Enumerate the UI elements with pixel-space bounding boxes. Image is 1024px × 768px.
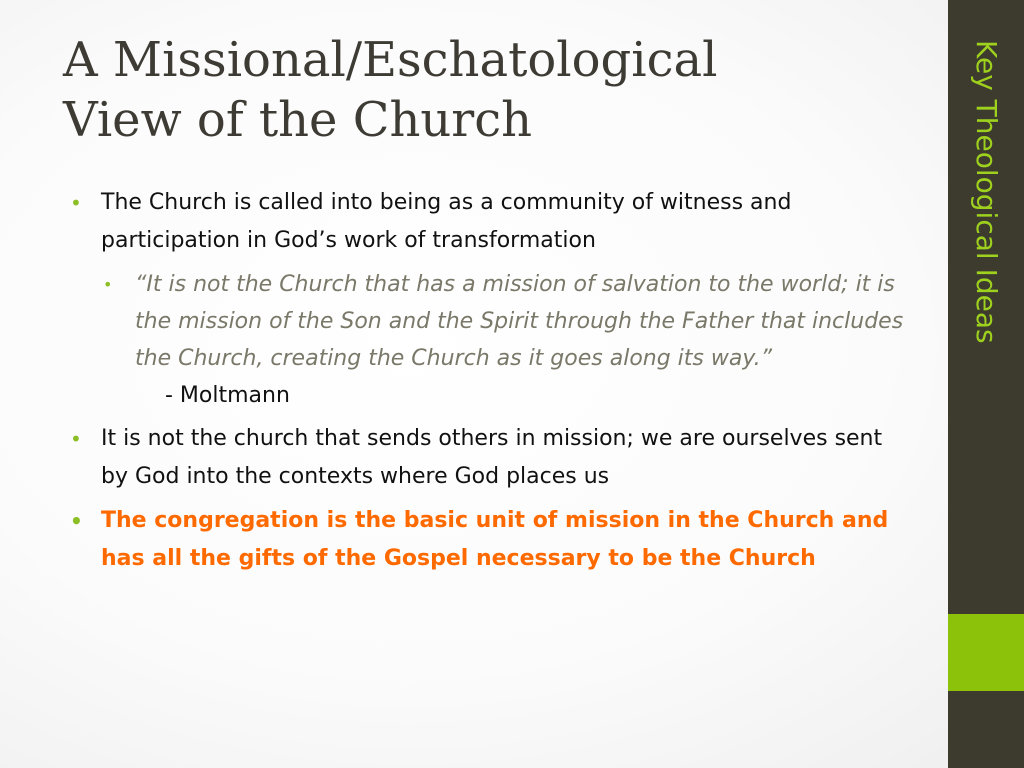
quote-item xyxy=(103,266,910,414)
side-section-title: Key Theological Ideas xyxy=(970,40,1003,344)
bullet-marker-icon: • xyxy=(70,427,82,451)
bullet-item-1 xyxy=(70,184,910,260)
bullet-item-2 xyxy=(70,420,910,496)
slide-title-line-1: A Missional/Eschatological xyxy=(63,32,718,88)
side-accent-block xyxy=(948,614,1024,691)
bullet-list xyxy=(70,184,910,584)
slide-title-line-2: View of the Church xyxy=(63,92,533,148)
quote-attribution: - Moltmann xyxy=(165,383,290,408)
bullet-marker-icon: • xyxy=(103,275,113,294)
bullet-text: The congregation is the basic unit of mission in the Church and has all the gifts of the Gospel necessary to be the Church xyxy=(101,508,889,571)
bullet-marker-icon: • xyxy=(70,509,83,533)
bullet-text: The Church is called into being as a community of witness and participation in God’s work of transformation xyxy=(101,190,792,253)
bullet-text: It is not the church that sends others in mission; we are ourselves sent by God into the contexts where God places us xyxy=(101,426,883,489)
slide-title xyxy=(63,30,923,150)
quote-text: “It is not the Church that has a mission of salvation to the world; it is the mission of the Son and the Spirit through the Father that includes the Church, creating the Church as it goes along its way.” xyxy=(135,272,904,371)
bullet-marker-icon: • xyxy=(70,191,82,215)
bullet-item-3-highlight xyxy=(70,502,910,578)
